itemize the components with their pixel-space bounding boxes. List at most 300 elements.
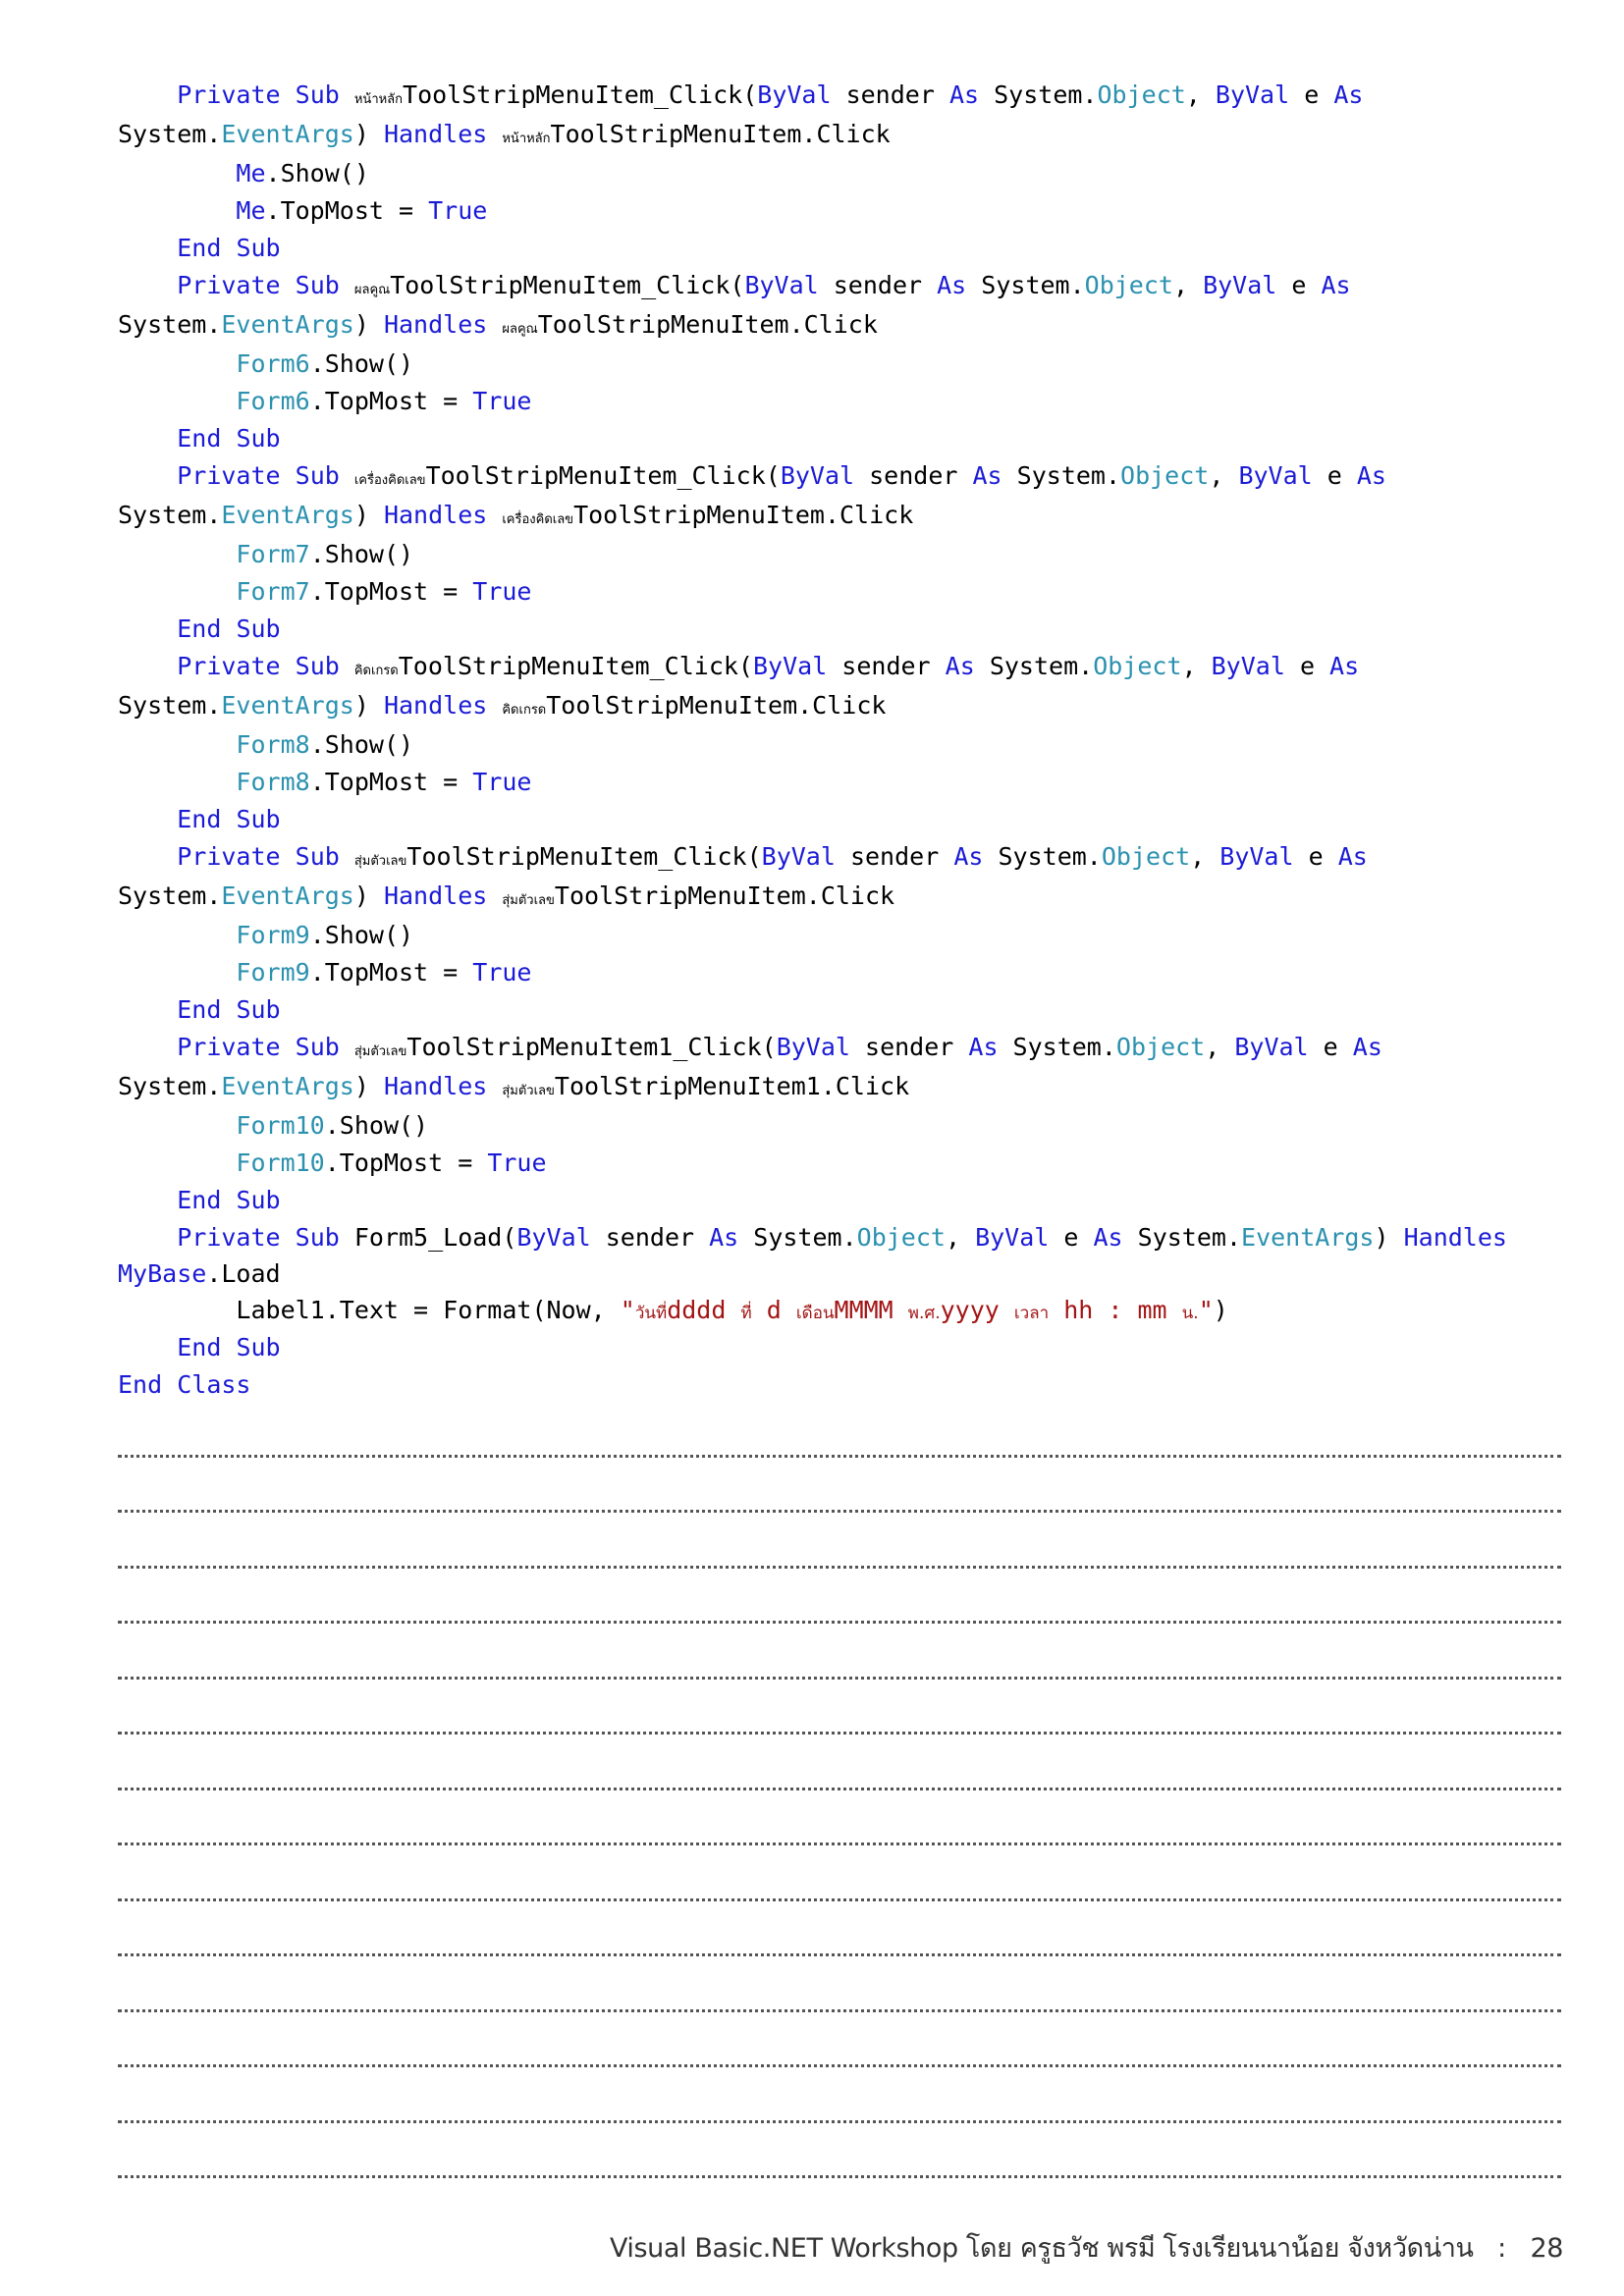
footer-separator: :	[1497, 2233, 1506, 2264]
code-text: sender	[849, 1033, 969, 1061]
code-indent	[118, 271, 177, 299]
code-keyword: Class	[177, 1370, 251, 1399]
code-keyword: As	[945, 652, 975, 680]
code-keyword: Handles	[383, 310, 488, 339]
code-text: )	[353, 881, 384, 910]
note-lines	[118, 1402, 1561, 2178]
code-keyword: Private	[177, 461, 281, 490]
code-keyword: End	[177, 1333, 222, 1362]
code-string: hh : mm	[1049, 1296, 1182, 1324]
code-keyword: As	[1329, 652, 1360, 680]
code-keyword: Sub	[295, 461, 340, 490]
code-text: sender	[835, 842, 954, 871]
code-text	[340, 1033, 354, 1061]
code-line	[118, 1029, 1571, 1066]
code-indent	[118, 540, 236, 568]
note-line	[118, 1956, 1561, 2012]
code-text: .TopMost =	[309, 768, 473, 796]
code-text	[281, 80, 296, 109]
code-text	[281, 1223, 296, 1252]
code-string: น.	[1181, 1304, 1199, 1323]
code-indent	[118, 196, 236, 225]
code-text: .TopMost =	[309, 577, 473, 606]
code-text: )	[1374, 1223, 1404, 1252]
code-text: ToolStripMenuItem.Click	[554, 881, 895, 910]
code-thai-identifier: ผลคูณ	[353, 283, 391, 297]
code-indent	[118, 805, 177, 833]
code-string: dddd	[667, 1296, 741, 1324]
code-keyword: As	[968, 1033, 999, 1061]
code-text: e	[1293, 842, 1338, 871]
code-keyword: As	[1356, 461, 1386, 490]
code-keyword: Private	[177, 652, 281, 680]
code-text: )	[353, 120, 384, 148]
code-indent	[118, 1111, 236, 1140]
code-text: ToolStripMenuItem_Click(	[403, 80, 758, 109]
code-text	[221, 234, 236, 262]
code-text: ToolStripMenuItem1.Click	[554, 1072, 910, 1100]
code-line	[118, 114, 1571, 155]
code-text	[281, 1033, 296, 1061]
code-keyword: ByVal	[1215, 80, 1290, 109]
code-indent	[118, 387, 236, 415]
code-text: )	[353, 310, 384, 339]
code-line	[118, 838, 1571, 876]
code-keyword: Handles	[383, 691, 488, 720]
code-text: e	[1049, 1223, 1094, 1252]
code-text	[221, 995, 236, 1024]
code-line	[118, 954, 1571, 991]
code-text: System.	[118, 501, 222, 529]
code-indent	[118, 1033, 177, 1061]
code-keyword: ByVal	[780, 461, 855, 490]
code-keyword: ByVal	[975, 1223, 1050, 1252]
code-text	[487, 691, 502, 720]
code-keyword: Sub	[295, 1223, 340, 1252]
code-line	[118, 457, 1571, 495]
code-keyword: End	[177, 805, 222, 833]
code-line	[118, 573, 1571, 611]
code-text: System.	[983, 842, 1102, 871]
code-text	[487, 120, 502, 148]
code-keyword: Sub	[295, 80, 340, 109]
code-keyword: As	[1337, 842, 1368, 871]
code-keyword: MyBase	[118, 1259, 207, 1288]
code-keyword: Sub	[236, 1333, 281, 1362]
note-line	[118, 2067, 1561, 2123]
code-text: e	[1289, 80, 1334, 109]
code-line	[118, 611, 1571, 648]
code-keyword: As	[1321, 271, 1351, 299]
code-text: sender	[590, 1223, 710, 1252]
code-keyword: Private	[177, 842, 281, 871]
code-text: e	[1276, 271, 1322, 299]
code-line	[118, 917, 1571, 954]
code-keyword: Handles	[383, 1072, 488, 1100]
code-text	[221, 1186, 236, 1214]
code-line	[118, 876, 1571, 917]
code-text: .TopMost =	[309, 387, 473, 415]
code-text: )	[353, 1072, 384, 1100]
code-listing	[118, 77, 1571, 1404]
code-keyword: As	[937, 271, 967, 299]
code-text: .Show()	[309, 349, 414, 378]
code-line	[118, 1182, 1571, 1219]
code-line	[118, 1219, 1571, 1256]
code-type: Object	[1101, 842, 1191, 871]
note-line	[118, 1402, 1561, 1458]
code-text: ToolStripMenuItem.Click	[546, 691, 887, 720]
code-keyword: Handles	[383, 501, 488, 529]
code-thai-identifier: หน้าหลัก	[502, 132, 551, 146]
code-text: sender	[831, 80, 949, 109]
code-text: System.	[118, 1072, 222, 1100]
code-keyword: As	[1333, 80, 1364, 109]
code-indent	[118, 1186, 177, 1214]
note-line	[118, 1569, 1561, 1625]
code-keyword: Sub	[236, 1186, 281, 1214]
code-text: e	[1308, 1033, 1353, 1061]
code-type: EventArgs	[1241, 1223, 1375, 1252]
code-text: Label1.Text = Format(Now,	[236, 1296, 621, 1324]
code-text: System.	[1122, 1223, 1242, 1252]
code-text	[340, 271, 354, 299]
code-keyword: Sub	[236, 614, 281, 643]
code-keyword: As	[953, 842, 984, 871]
code-text: System.	[998, 1033, 1116, 1061]
code-line	[118, 383, 1571, 420]
code-type: Form7	[236, 577, 310, 606]
code-keyword: End	[177, 424, 222, 453]
code-text	[340, 652, 354, 680]
code-keyword: As	[709, 1223, 739, 1252]
code-keyword: Me	[236, 159, 266, 187]
code-text: System.	[118, 310, 222, 339]
code-indent	[118, 652, 177, 680]
code-keyword: Sub	[295, 842, 340, 871]
code-keyword: Me	[236, 196, 266, 225]
code-keyword: End	[177, 1186, 222, 1214]
code-text: ,	[1209, 461, 1239, 490]
code-text	[281, 271, 296, 299]
code-keyword: End	[177, 614, 222, 643]
code-line	[118, 1329, 1571, 1366]
code-line	[118, 495, 1571, 536]
code-indent	[118, 1296, 236, 1324]
code-text: System.	[1001, 461, 1121, 490]
code-text	[487, 310, 502, 339]
code-type: Form6	[236, 349, 310, 378]
code-keyword: True	[487, 1148, 547, 1177]
code-indent	[118, 768, 236, 796]
code-text: System.	[118, 881, 222, 910]
note-line	[118, 1458, 1561, 1514]
note-line	[118, 2012, 1561, 2068]
note-line	[118, 1735, 1561, 1790]
code-indent	[118, 159, 236, 187]
code-text: System.	[118, 120, 222, 148]
code-text: )	[1213, 1296, 1228, 1324]
code-line	[118, 1066, 1571, 1107]
code-text	[221, 614, 236, 643]
code-text: .Load	[206, 1259, 281, 1288]
page-footer	[0, 2226, 1563, 2269]
note-line	[118, 1680, 1561, 1735]
code-line	[118, 230, 1571, 267]
code-type: Form9	[236, 921, 310, 949]
code-keyword: True	[472, 958, 532, 987]
code-keyword: Sub	[236, 805, 281, 833]
code-type: EventArgs	[221, 1072, 354, 1100]
code-line	[118, 77, 1571, 114]
code-line	[118, 764, 1571, 801]
code-type: Object	[1093, 652, 1182, 680]
code-keyword: ByVal	[1203, 271, 1277, 299]
code-text: System.	[738, 1223, 857, 1252]
code-indent	[118, 461, 177, 490]
note-line	[118, 2123, 1561, 2179]
code-text: .Show()	[265, 159, 369, 187]
code-keyword: True	[472, 577, 532, 606]
code-text: sender	[818, 271, 938, 299]
code-type: Form7	[236, 540, 310, 568]
code-keyword: ByVal	[752, 652, 828, 680]
code-text: ,	[945, 1223, 976, 1252]
code-keyword: ByVal	[1219, 842, 1294, 871]
code-text: ,	[1172, 271, 1204, 299]
code-keyword: Sub	[295, 652, 340, 680]
code-text: .TopMost =	[265, 196, 429, 225]
code-keyword: Private	[177, 1223, 281, 1252]
code-type: Object	[1115, 1033, 1206, 1061]
code-text	[340, 461, 354, 490]
code-indent	[118, 614, 177, 643]
code-keyword: ByVal	[1238, 461, 1313, 490]
code-text: e	[1284, 652, 1330, 680]
code-text	[281, 652, 296, 680]
code-indent	[118, 1148, 236, 1177]
code-thai-identifier: เครื่องคิดเลข	[502, 512, 574, 527]
code-indent	[118, 349, 236, 378]
code-keyword: Handles	[1403, 1223, 1507, 1252]
code-line	[118, 648, 1571, 685]
code-indent	[118, 1223, 177, 1252]
code-string: เวลา	[1013, 1304, 1050, 1323]
note-line	[118, 1845, 1561, 1901]
note-line	[118, 1624, 1561, 1680]
code-text: e	[1312, 461, 1357, 490]
code-text	[221, 805, 236, 833]
code-text: )	[353, 691, 384, 720]
code-thai-identifier: คิดเกรด	[502, 703, 547, 718]
code-text: ToolStripMenuItem_Click(	[390, 271, 745, 299]
code-indent	[118, 921, 236, 949]
code-type: Form9	[236, 958, 310, 987]
code-keyword: Handles	[383, 881, 488, 910]
code-text: sender	[854, 461, 973, 490]
code-indent	[118, 842, 177, 871]
code-string: วันที่	[634, 1304, 668, 1323]
code-type: EventArgs	[221, 881, 354, 910]
code-thai-identifier: เครื่องคิดเลข	[353, 473, 426, 488]
code-text	[487, 501, 502, 529]
code-line	[118, 420, 1571, 457]
code-line	[118, 155, 1571, 192]
code-keyword: Private	[177, 271, 281, 299]
code-keyword: As	[1093, 1223, 1123, 1252]
code-text	[221, 1333, 236, 1362]
code-keyword: Private	[177, 1033, 281, 1061]
code-text: ToolStripMenuItem_Click(	[398, 652, 753, 680]
code-keyword: True	[472, 387, 532, 415]
code-line	[118, 1256, 1571, 1292]
code-keyword: Sub	[295, 271, 340, 299]
code-keyword: ByVal	[744, 271, 819, 299]
code-thai-identifier: สุ่มตัวเลข	[353, 1044, 407, 1059]
code-indent	[118, 234, 177, 262]
code-string: d	[751, 1296, 796, 1324]
code-text: .TopMost =	[309, 958, 473, 987]
code-keyword: True	[428, 196, 488, 225]
code-keyword: ByVal	[1211, 652, 1285, 680]
code-keyword: End	[177, 234, 222, 262]
code-text	[281, 842, 296, 871]
code-string: ที่	[740, 1304, 752, 1323]
code-text	[162, 1370, 177, 1399]
code-line	[118, 685, 1571, 726]
code-line	[118, 536, 1571, 573]
code-line	[118, 346, 1571, 383]
code-text: .Show()	[309, 730, 414, 759]
code-text	[281, 461, 296, 490]
code-thai-identifier: สุ่มตัวเลข	[502, 893, 555, 908]
code-type: Form8	[236, 730, 310, 759]
code-text: ,	[1205, 1033, 1235, 1061]
code-text	[340, 842, 354, 871]
code-text: ToolStripMenuItem.Click	[550, 120, 891, 148]
code-keyword: End	[177, 995, 222, 1024]
code-type: EventArgs	[221, 501, 354, 529]
code-type: Object	[1120, 461, 1210, 490]
note-line	[118, 1901, 1561, 1957]
code-string: "	[620, 1296, 635, 1324]
note-line	[118, 1513, 1561, 1569]
code-keyword: ByVal	[776, 1033, 850, 1061]
code-text: sender	[827, 652, 946, 680]
code-keyword: ByVal	[757, 80, 832, 109]
code-indent	[118, 1333, 177, 1362]
code-type: EventArgs	[221, 120, 354, 148]
page-number: 28	[1530, 2233, 1563, 2264]
code-text: ToolStripMenuItem.Click	[573, 501, 914, 529]
code-line	[118, 267, 1571, 304]
code-keyword: ByVal	[516, 1223, 591, 1252]
code-keyword: As	[1352, 1033, 1382, 1061]
code-indent	[118, 995, 177, 1024]
code-keyword: Sub	[236, 424, 281, 453]
code-indent	[118, 80, 177, 109]
code-line	[118, 304, 1571, 346]
code-text: ToolStripMenuItem_Click(	[406, 842, 762, 871]
code-text: System.	[979, 80, 1098, 109]
code-keyword: As	[948, 80, 980, 109]
note-line	[118, 1790, 1561, 1846]
code-string: MMMM	[834, 1296, 908, 1324]
code-string: yyyy	[940, 1296, 1014, 1324]
code-type: Object	[1097, 80, 1186, 109]
code-thai-identifier: สุ่มตัวเลข	[353, 854, 407, 869]
code-text: .Show()	[324, 1111, 429, 1140]
code-text: .Show()	[309, 921, 414, 949]
code-text	[487, 881, 502, 910]
code-keyword: End	[118, 1370, 163, 1399]
code-text: System.	[118, 691, 222, 720]
code-line	[118, 1145, 1571, 1182]
code-thai-identifier: หน้าหลัก	[353, 92, 404, 107]
code-text: Form5_Load(	[339, 1223, 517, 1252]
code-thai-identifier: ผลคูณ	[502, 322, 538, 337]
code-line	[118, 1366, 1571, 1404]
code-type: EventArgs	[221, 310, 354, 339]
code-string: เดือน	[795, 1304, 835, 1323]
code-keyword: As	[972, 461, 1002, 490]
code-indent	[118, 730, 236, 759]
code-line	[118, 1107, 1571, 1145]
code-text	[487, 1072, 502, 1100]
code-text: ToolStripMenuItem_Click(	[425, 461, 781, 490]
code-type: Object	[856, 1223, 946, 1252]
code-keyword: Sub	[236, 234, 281, 262]
code-keyword: ByVal	[761, 842, 836, 871]
code-string: "	[1198, 1296, 1214, 1324]
code-type: Form10	[236, 1148, 325, 1177]
code-keyword: Handles	[383, 120, 488, 148]
code-text	[221, 424, 236, 453]
code-text: ,	[1181, 652, 1212, 680]
code-keyword: Sub	[236, 995, 281, 1024]
code-type: Object	[1084, 271, 1173, 299]
code-text: )	[353, 501, 384, 529]
code-type: Form10	[236, 1111, 325, 1140]
code-line	[118, 991, 1571, 1029]
code-indent	[118, 958, 236, 987]
code-thai-identifier: สุ่มตัวเลข	[502, 1084, 555, 1098]
code-text: .Show()	[309, 540, 414, 568]
code-keyword: ByVal	[1234, 1033, 1309, 1061]
code-indent	[118, 577, 236, 606]
code-text: System.	[966, 271, 1085, 299]
code-text: ToolStripMenuItem.Click	[537, 310, 878, 339]
code-line	[118, 726, 1571, 764]
code-text: ,	[1190, 842, 1220, 871]
code-line	[118, 1292, 1571, 1329]
code-keyword: Private	[177, 80, 281, 109]
code-thai-identifier: คิดเกรด	[353, 664, 399, 678]
code-type: EventArgs	[221, 691, 354, 720]
footer-text: Visual Basic.NET Workshop โดย ครูธวัช พรมี โรงเรียนนาน้อย จังหวัดน่าน	[609, 2233, 1474, 2264]
code-text: .TopMost =	[324, 1148, 488, 1177]
code-line	[118, 192, 1571, 230]
code-keyword: True	[472, 768, 532, 796]
code-indent	[118, 424, 177, 453]
code-text	[340, 80, 354, 109]
code-text: System.	[974, 652, 1094, 680]
code-string: พ.ศ.	[907, 1304, 941, 1323]
code-type: Form6	[236, 387, 310, 415]
code-type: Form8	[236, 768, 310, 796]
code-text: ToolStripMenuItem1_Click(	[406, 1033, 777, 1061]
code-text: ,	[1185, 80, 1216, 109]
